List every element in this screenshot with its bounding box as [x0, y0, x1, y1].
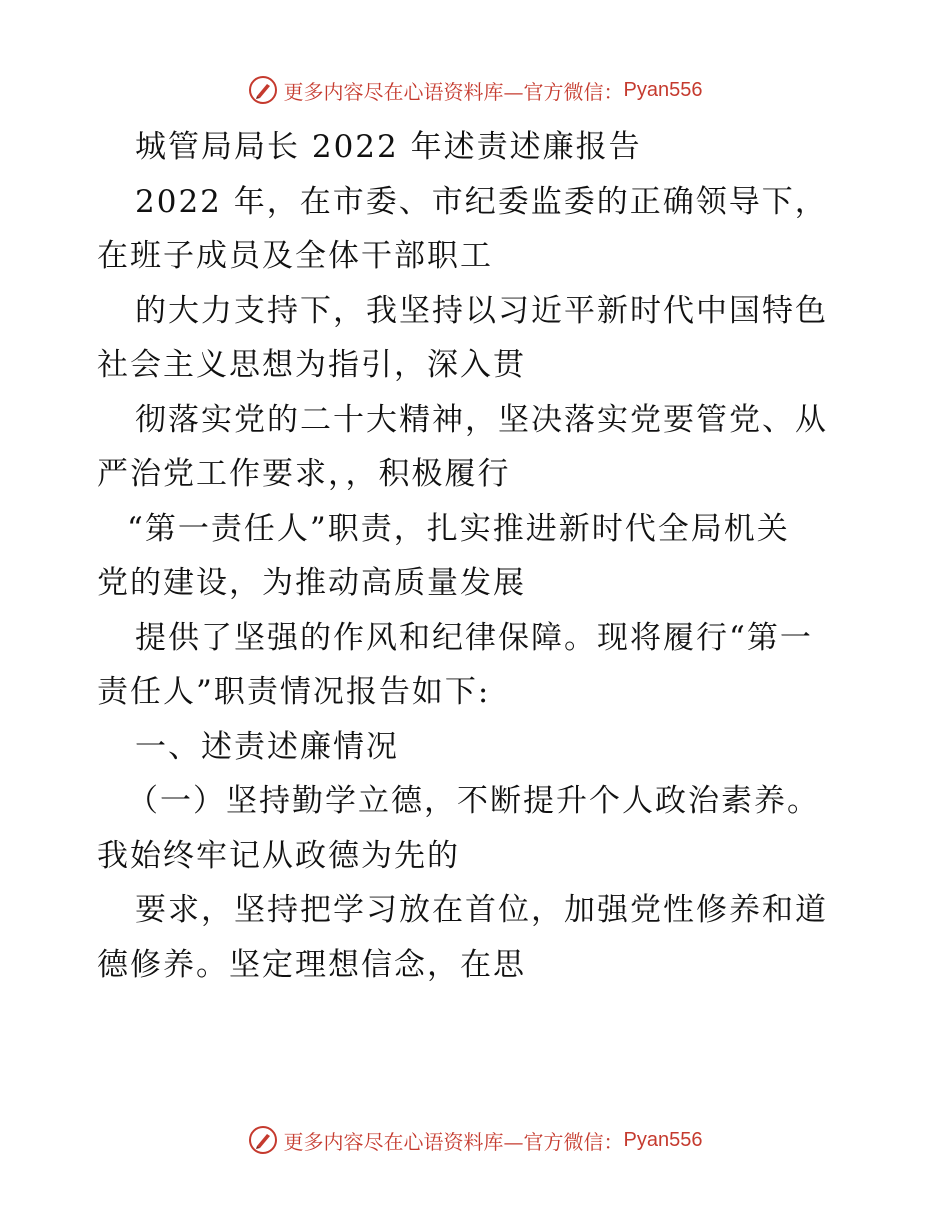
document-body	[97, 120, 857, 992]
watermark-banner-top	[0, 72, 950, 108]
watermark-wechat-id: Pyan556	[623, 1128, 703, 1151]
document-title: 城管局局长 2022 年述责述廉报告	[135, 129, 642, 165]
paragraph-line: 德修养。坚定理想信念，在思	[97, 946, 526, 983]
paragraph-line: 2022 年，在市委、市纪委监委的正确领导下，	[135, 183, 828, 220]
pen-logo-icon	[248, 75, 278, 105]
paragraph-line: 党的建设，为推动高质量发展	[97, 565, 526, 601]
subsection-heading: （一）坚持勤学立德，不断提升个人政治素养。	[127, 783, 820, 819]
paragraph-line: “第一责任人”职责，扎实推进新时代全局机关	[127, 510, 790, 547]
paragraph-line: 提供了坚强的作风和纪律保障。现将履行“第一	[135, 619, 813, 656]
paragraph-line: 我始终牢记从政德为先的	[97, 837, 460, 874]
paragraph-line: 在班子成员及全体干部职工	[97, 238, 493, 274]
watermark-text: 更多内容尽在心语资料库—官方微信：	[283, 79, 624, 104]
pen-logo-icon	[248, 1125, 278, 1155]
watermark-wechat-id: Pyan556	[623, 78, 703, 101]
section-heading: 一、述责述廉情况	[135, 728, 399, 765]
paragraph-line: 责任人”职责情况报告如下:	[97, 674, 491, 710]
paragraph-line: 的大力支持下，我坚持以习近平新时代中国特色	[135, 292, 828, 329]
watermark-banner-bottom	[0, 1122, 950, 1158]
watermark-text: 更多内容尽在心语资料库—官方微信：	[283, 1129, 624, 1154]
paragraph-line: 严治党工作要求，，积极履行	[97, 456, 511, 492]
paragraph-line: 社会主义思想为指引，深入贯	[97, 347, 526, 383]
paragraph-line: 彻落实党的二十大精神，坚决落实党要管党、从	[135, 401, 828, 438]
paragraph-line: 要求，坚持把学习放在首位，加强党性修养和道	[135, 892, 828, 928]
